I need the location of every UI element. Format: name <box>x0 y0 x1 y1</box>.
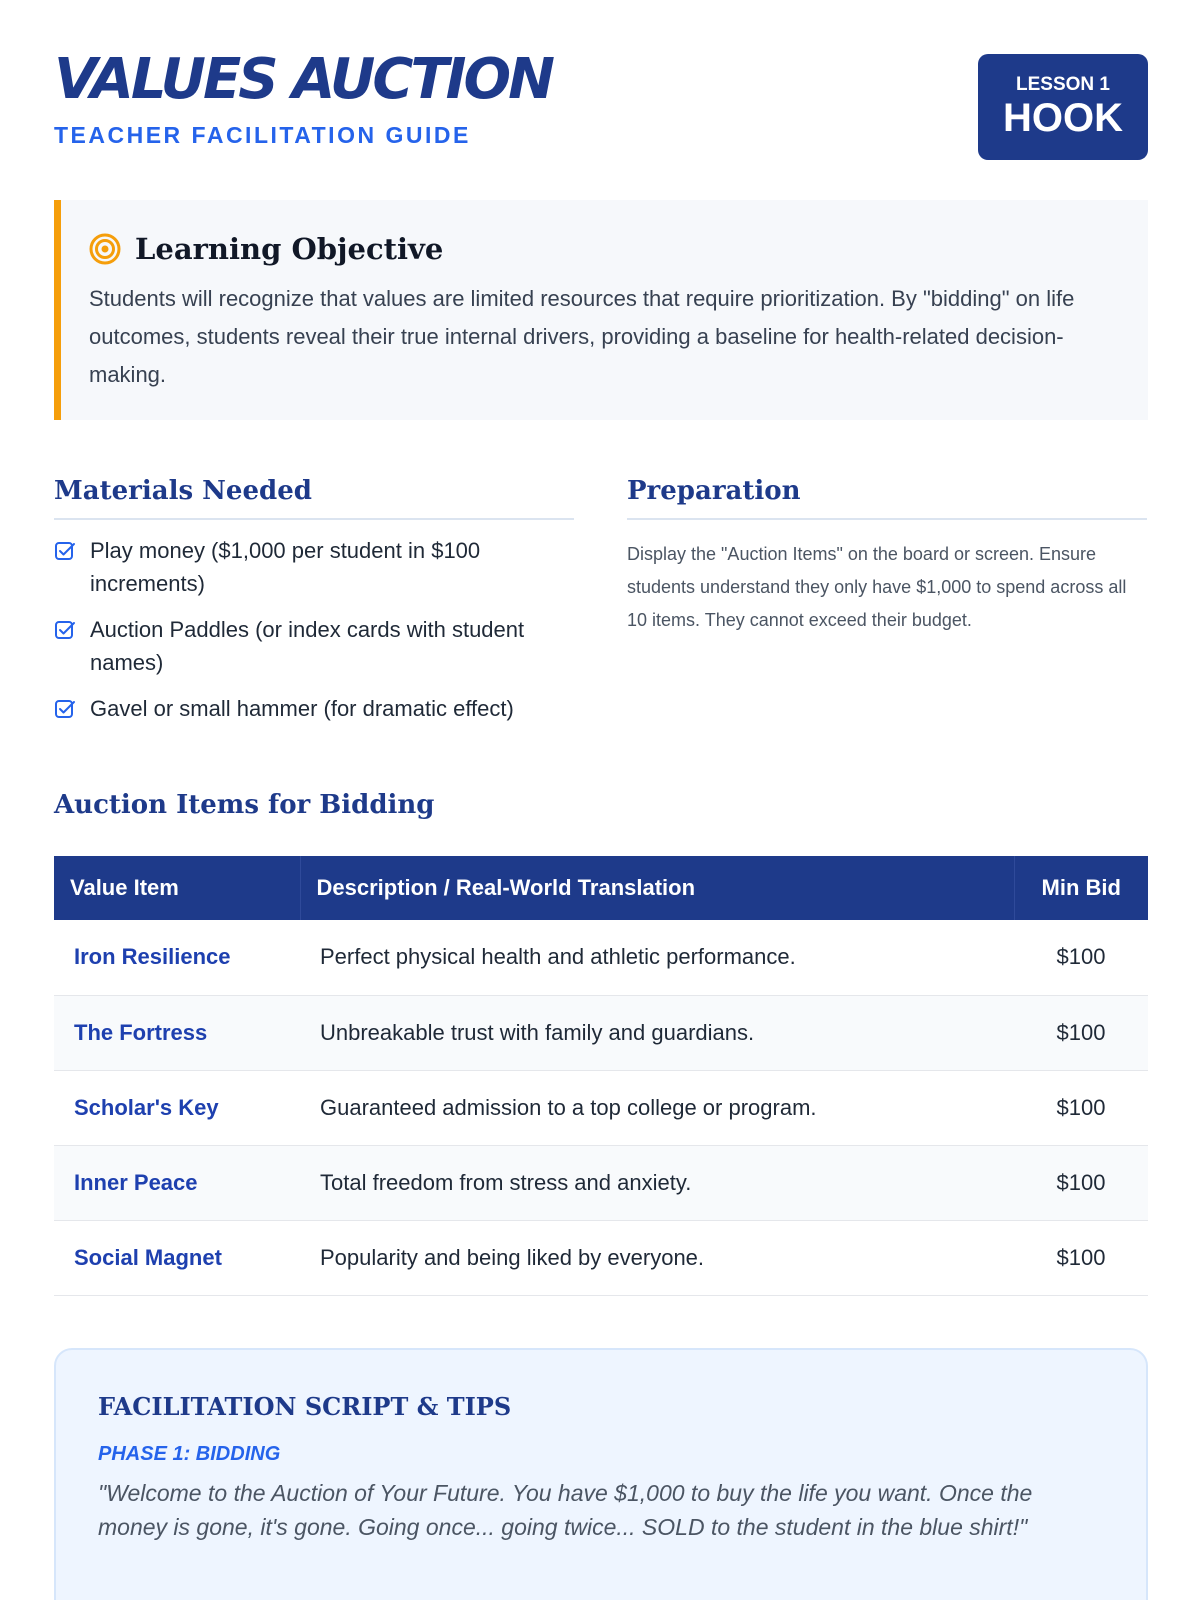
list-item <box>54 692 574 725</box>
preparation-text: Display the "Auction Items" on the board or screen. Ensure students understand they only have $1,000 to spend across all 10 items. They cannot exceed their budget. <box>627 544 1127 630</box>
facilitation-script-box <box>54 1348 1148 1600</box>
materials-section <box>54 476 574 738</box>
value-item-min-bid: $100 <box>1014 995 1148 1070</box>
value-item-min-bid: $100 <box>1014 1070 1148 1145</box>
table-row <box>54 1145 1148 1220</box>
value-item-min-bid: $100 <box>1014 1220 1148 1295</box>
column-header-value-item: Value Item <box>54 856 300 920</box>
page-header <box>54 47 1148 162</box>
lesson-badge-value: HOOK <box>1003 96 1123 140</box>
objective-title: Learning Objective <box>135 232 444 266</box>
material-item-text: Auction Paddles (or index cards with student names) <box>90 617 525 675</box>
objective-heading <box>89 232 1120 266</box>
value-item-description: Total freedom from stress and anxiety. <box>300 1145 1014 1220</box>
auction-items-heading: Auction Items for Bidding <box>54 790 435 820</box>
page-title: VALUES AUCTION <box>54 47 552 112</box>
checkbox-checked-icon <box>54 698 76 720</box>
target-icon <box>89 233 121 265</box>
lesson-badge-label: LESSON 1 <box>1016 74 1110 95</box>
value-item-name: Inner Peace <box>54 1145 300 1220</box>
value-item-description: Unbreakable trust with family and guardians. <box>300 995 1014 1070</box>
value-item-description: Guaranteed admission to a top college or program. <box>300 1070 1014 1145</box>
column-header-description: Description / Real-World Translation <box>300 856 1014 920</box>
learning-objective-callout <box>54 200 1148 420</box>
auction-items-table <box>54 856 1148 1296</box>
preparation-heading: Preparation <box>627 476 1147 520</box>
preparation-section <box>627 476 1147 637</box>
value-item-description: Perfect physical health and athletic performance. <box>300 920 1014 995</box>
material-item-text: Gavel or small hammer (for dramatic effect) <box>90 696 514 721</box>
column-header-min-bid: Min Bid <box>1014 856 1148 920</box>
value-item-name: Scholar's Key <box>54 1070 300 1145</box>
table-row <box>54 1070 1148 1145</box>
list-item <box>54 613 574 679</box>
value-item-name: Iron Resilience <box>54 920 300 995</box>
materials-list <box>54 534 574 725</box>
materials-heading: Materials Needed <box>54 476 574 520</box>
value-item-name: The Fortress <box>54 995 300 1070</box>
value-item-name: Social Magnet <box>54 1220 300 1295</box>
script-heading: FACILITATION SCRIPT & TIPS <box>98 1392 512 1421</box>
table-header-row <box>54 856 1148 920</box>
value-item-min-bid: $100 <box>1014 1145 1148 1220</box>
list-item <box>54 534 574 600</box>
value-item-description: Popularity and being liked by everyone. <box>300 1220 1014 1295</box>
objective-text: Students will recognize that values are limited resources that require prioritization. By "bidding" on life outcomes, students reveal their true internal drivers, providing a baseline for health-related decision-making. <box>89 286 1075 387</box>
phase-quote: "Welcome to the Auction of Your Future. You have $1,000 to buy the life you want. Once the money is gone, it's gone. Going once... going twice... SOLD to the student in the blue shirt!" <box>98 1480 1033 1540</box>
table-row <box>54 920 1148 995</box>
table-row <box>54 1220 1148 1295</box>
table-row <box>54 995 1148 1070</box>
phase-label: PHASE 1: BIDDING <box>98 1443 281 1465</box>
lesson-badge <box>978 54 1148 160</box>
checkbox-checked-icon <box>54 619 76 641</box>
material-item-text: Play money ($1,000 per student in $100 increments) <box>90 538 481 596</box>
checkbox-checked-icon <box>54 540 76 562</box>
page-subtitle: TEACHER FACILITATION GUIDE <box>54 122 471 148</box>
value-item-min-bid: $100 <box>1014 920 1148 995</box>
